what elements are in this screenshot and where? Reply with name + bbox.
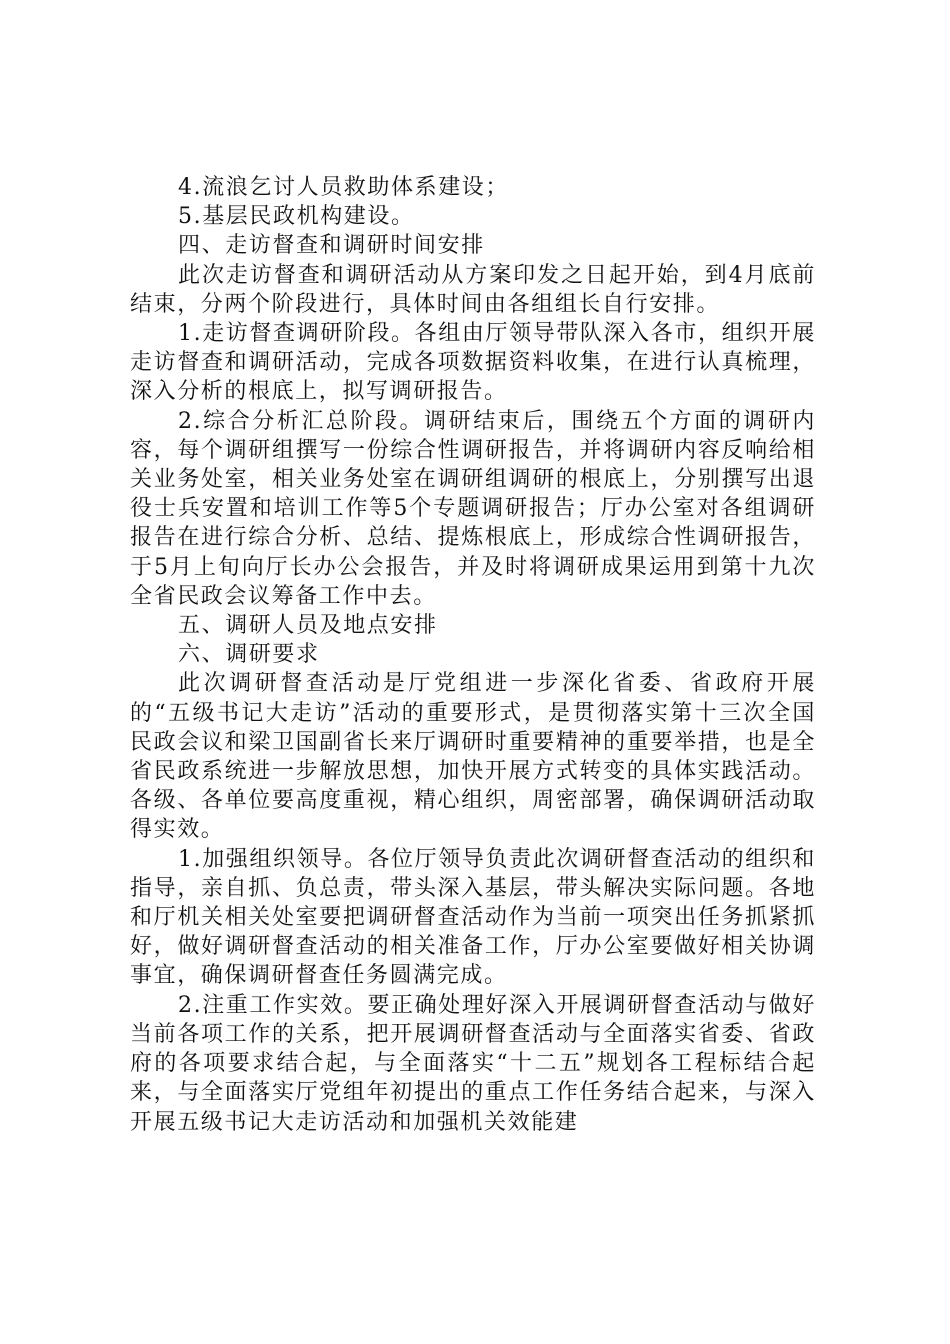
section-heading-schedule: 四、走访督查和调研时间安排 <box>178 233 485 259</box>
section-heading-personnel: 五、调研人员及地点安排 <box>178 613 438 639</box>
document-body <box>130 173 816 1137</box>
paragraph-requirements-intro: 此次调研督查活动是厅党组进一步深化省委、省政府开展的“五级书记大走访”活动的重要形式，是贯彻落实第十三次全国民政会议和梁卫国副省长来厅调研时重要精神的重要举措，也是全省民政系统进一步解放思想，加快开展方式转变的具体实践活动。各级、各单位要高度重视，精心组织，周密部署，确保调研活动取得实效。 <box>130 671 816 843</box>
paragraph-stage-one: 1.走访督查调研阶段。各组由厅领导带队深入各市，组织开展走访督查和调研活动，完成各项数据资料收集，在进行认真梳理，深入分析的根底上，拟写调研报告。 <box>130 321 816 405</box>
list-item-rescue-system: 4.流浪乞讨人员救助体系建设； <box>178 175 509 200</box>
paragraph-requirement-effectiveness: 2.注重工作实效。要正确处理好深入开展调研督查活动与做好当前各项工作的关系，把开展调研督查活动与全面落实省委、省政府的各项要求结合起，与全面落实“十二五”规划各工程标结合起来，与全面落实厅党组年初提出的重点工作任务结合起来，与深入开展五级书记大走访活动和加强机关效能建 <box>130 992 816 1135</box>
section-heading-requirements: 六、调研要求 <box>178 642 320 668</box>
list-item-grassroots-agencies: 5.基层民政机构建设。 <box>178 204 415 230</box>
paragraph-stage-two: 2.综合分析汇总阶段。调研结束后，围绕五个方面的调研内容，每个调研组撰写一份综合性调研报告，并将调研内容反响给相关业务处室，相关业务处室在调研组调研的根底上，分别撰写出退役士兵安置和培训工作等5个专题调研报告；厅办公室对各组调研报告在进行综合分析、总结、提炼根底上，形成综合性调研报告，于5月上旬向厅长办公会报告，并及时将调研成果运用到第十九次全省民政会议筹备工作中去。 <box>130 408 816 609</box>
paragraph-requirement-leadership: 1.加强组织领导。各位厅领导负责此次调研督查活动的组织和指导，亲自抓、负总责，带头深入基层，带头解决实际问题。各地和厅机关相关处室要把调研督查活动作为当前一项突出任务抓紧抓好，做好调研督查活动的相关准备工作，厅办公室要做好相关协调事宜，确保调研督查任务圆满完成。 <box>130 846 816 989</box>
paragraph-schedule-intro: 此次走访督查和调研活动从方案印发之日起开始，到4月底前结束，分两个阶段进行，具体时间由各组组长自行安排。 <box>130 262 816 317</box>
